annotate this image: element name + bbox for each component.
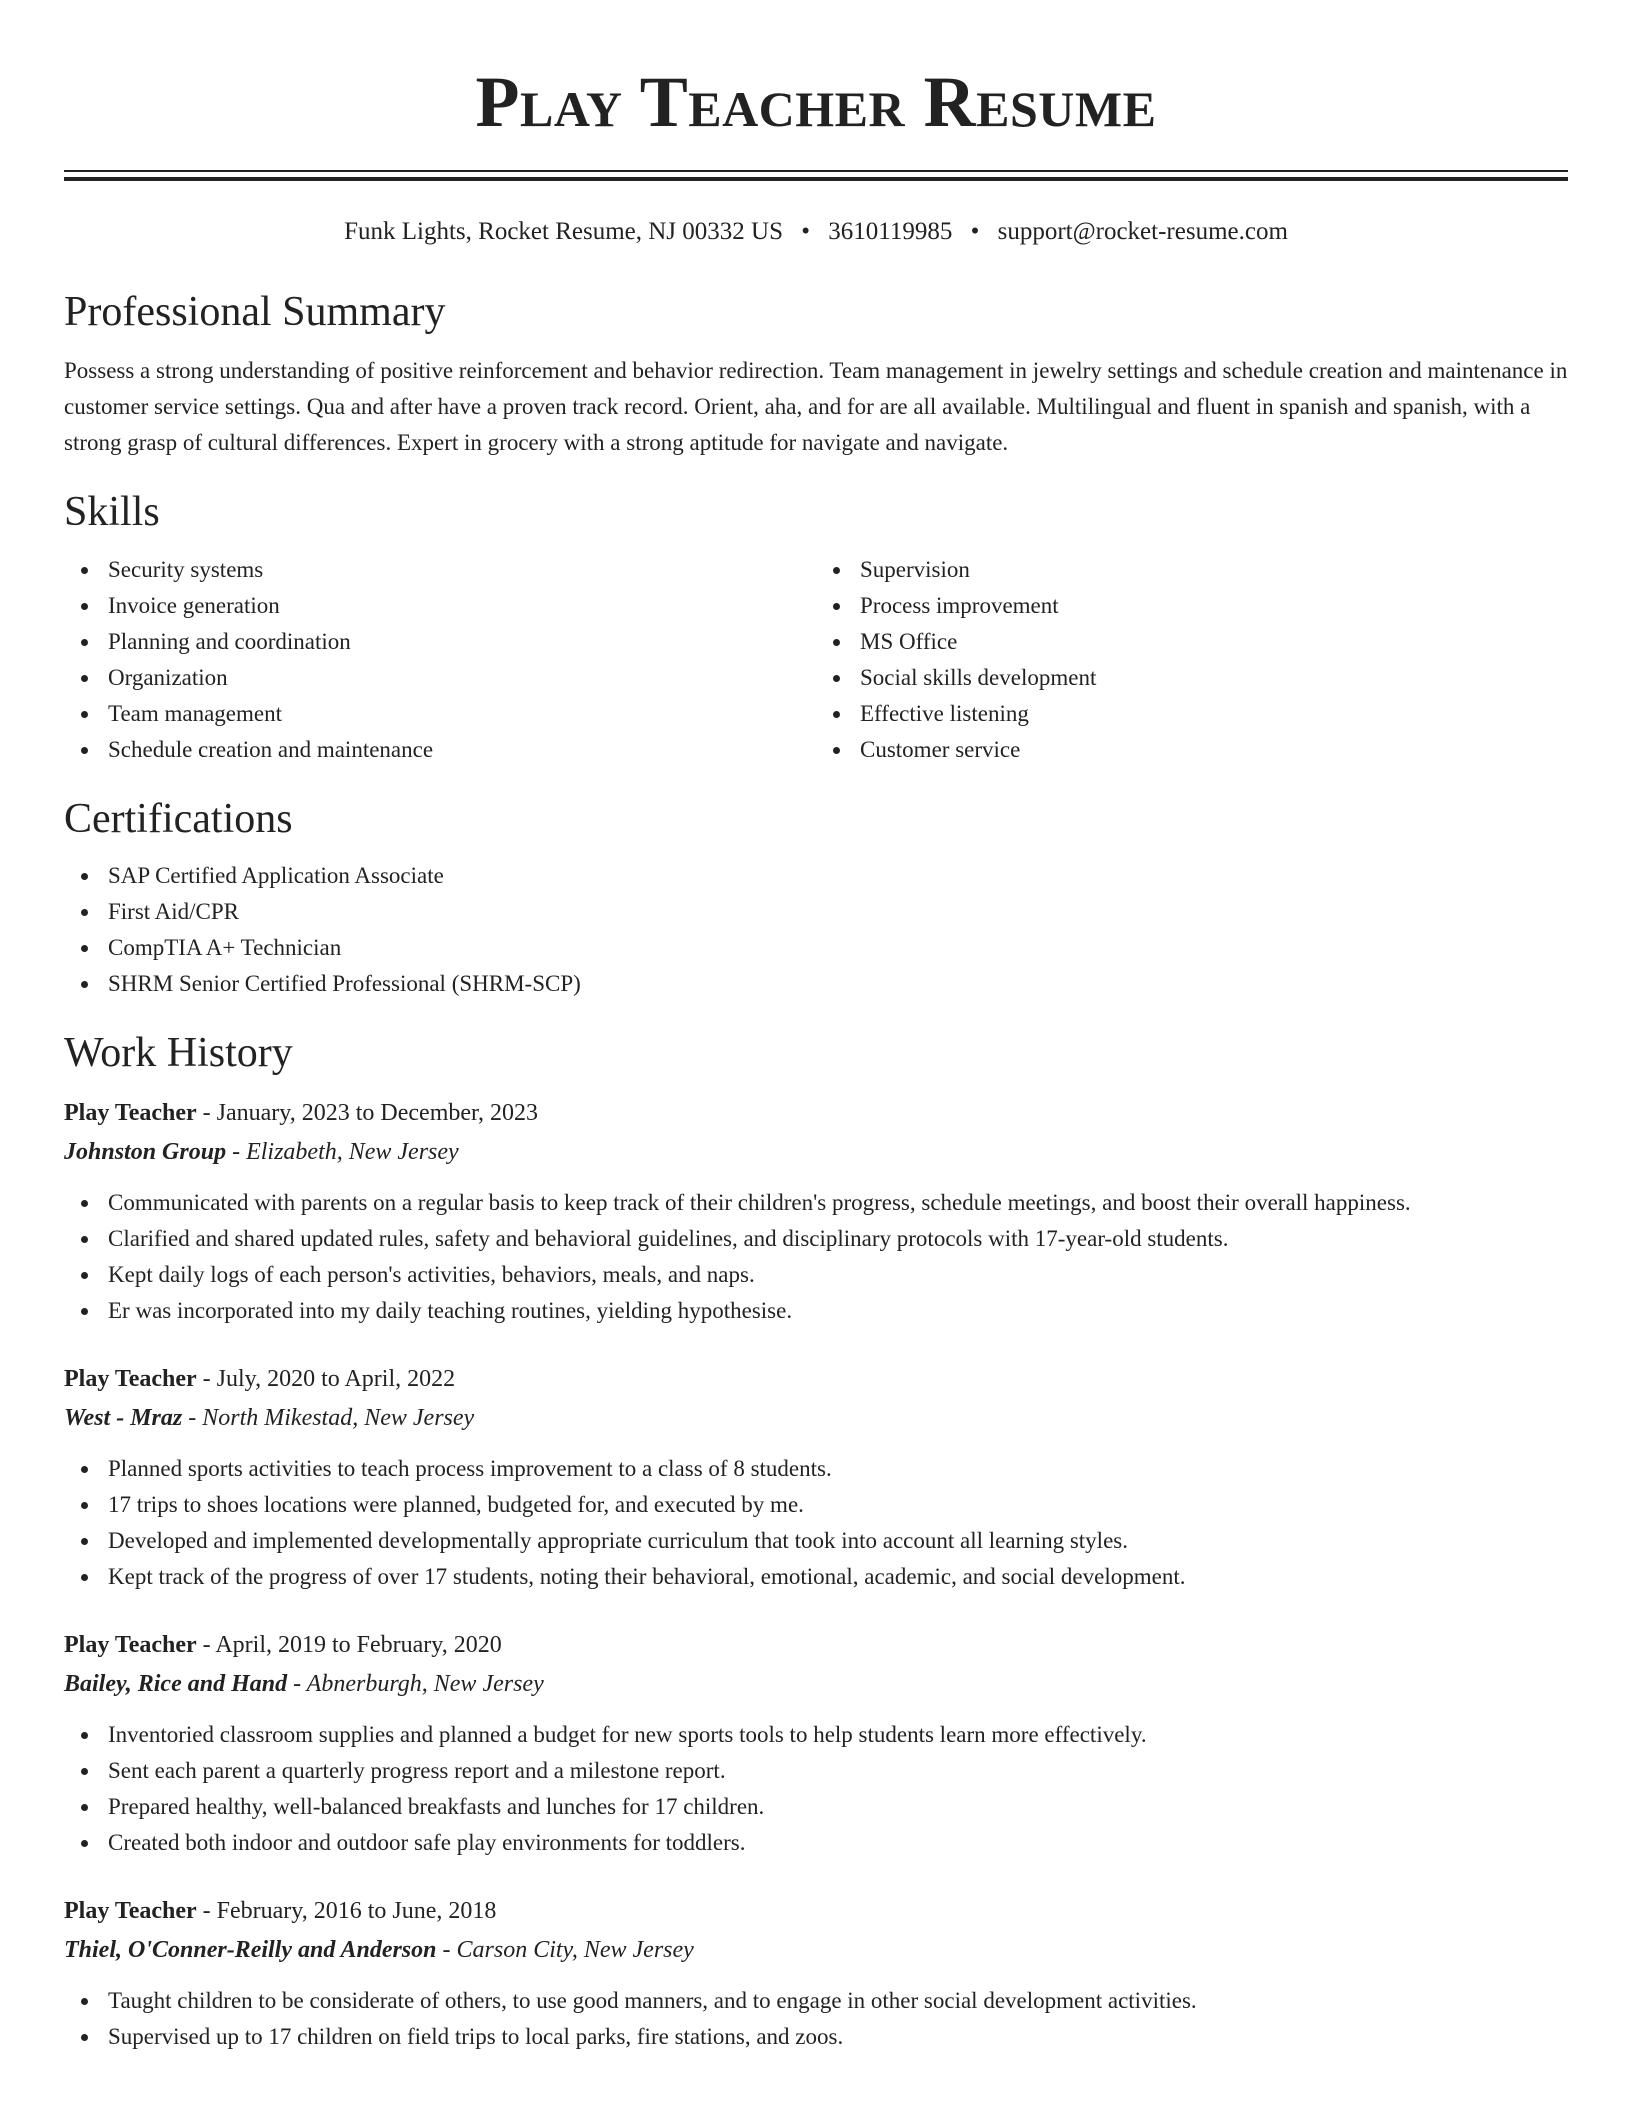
job-dates: February, 2016 to June, 2018	[216, 1897, 497, 1924]
certifications-list	[64, 858, 1568, 1002]
job-bullets	[64, 1451, 1568, 1595]
skill-item: Effective listening	[860, 696, 1568, 732]
job-title-line	[64, 1093, 1568, 1133]
certifications-heading: Certifications	[64, 795, 293, 842]
job-dash: -	[196, 1897, 217, 1924]
skill-item: Social skills development	[860, 660, 1568, 696]
skills-heading: Skills	[64, 489, 160, 536]
skill-item: Planning and coordination	[108, 624, 816, 660]
job-entry	[64, 1359, 1568, 1595]
job-location: Carson City, New Jersey	[456, 1936, 694, 1963]
job-title-line	[64, 1359, 1568, 1399]
contact-line	[64, 217, 1568, 247]
job-dates: July, 2020 to April, 2022	[216, 1365, 456, 1392]
job-bullet: Supervised up to 17 children on field trips to local parks, fire stations, and zoos.	[108, 2019, 1568, 2055]
contact-separator: •	[801, 218, 811, 245]
job-dash: -	[226, 1138, 247, 1165]
certification-item: SAP Certified Application Associate	[108, 858, 1568, 894]
job-title-line	[64, 1625, 1568, 1665]
resume-title: Play Teacher Resume	[475, 62, 1157, 142]
job-bullet: Planned sports activities to teach process improvement to a class of 8 students.	[108, 1451, 1568, 1487]
job-title: Play Teacher	[64, 1631, 197, 1658]
work-history-heading: Work History	[64, 1030, 293, 1077]
job-location: Elizabeth, New Jersey	[246, 1138, 459, 1165]
job-title: Play Teacher	[64, 1099, 197, 1126]
job-dates: April, 2019 to February, 2020	[215, 1631, 502, 1658]
skills-columns	[64, 552, 1568, 768]
job-location: Abnerburgh, New Jersey	[306, 1670, 544, 1697]
job-dates: January, 2023 to December, 2023	[216, 1099, 539, 1126]
job-company-line	[64, 1133, 1568, 1171]
job-dash: -	[182, 1404, 203, 1431]
job-bullet: Sent each parent a quarterly progress report and a milestone report.	[108, 1753, 1568, 1789]
job-bullet: Prepared healthy, well-balanced breakfasts and lunches for 17 children.	[108, 1789, 1568, 1825]
job-bullet: 17 trips to shoes locations were planned, budgeted for, and executed by me.	[108, 1487, 1568, 1523]
job-dash: -	[196, 1099, 217, 1126]
skill-item: Invoice generation	[108, 588, 816, 624]
job-bullet: Kept track of the progress of over 17 students, noting their behavioral, emotional, academic, and social development.	[108, 1559, 1568, 1595]
job-location: North Mikestad, New Jersey	[202, 1404, 475, 1431]
job-company: West - Mraz	[64, 1404, 183, 1431]
job-dash: -	[287, 1670, 307, 1697]
contact-phone: 3610119985	[828, 218, 953, 245]
job-company-line	[64, 1665, 1568, 1703]
skill-item: Process improvement	[860, 588, 1568, 624]
job-company: Johnston Group	[64, 1138, 227, 1165]
skill-item: Team management	[108, 696, 816, 732]
job-title: Play Teacher	[64, 1365, 197, 1392]
skills-list-right	[816, 552, 1568, 768]
job-entry	[64, 1625, 1568, 1861]
title-divider	[64, 170, 1568, 181]
job-title: Play Teacher	[64, 1897, 197, 1924]
job-bullets	[64, 1983, 1568, 2055]
skill-item: Organization	[108, 660, 816, 696]
contact-separator: •	[970, 218, 980, 245]
skill-item: Customer service	[860, 732, 1568, 768]
job-company-line	[64, 1931, 1568, 1969]
job-bullets	[64, 1185, 1568, 1329]
certification-item: SHRM Senior Certified Professional (SHRM-SCP)	[108, 966, 1568, 1002]
skill-item: Security systems	[108, 552, 816, 588]
skills-list-left	[64, 552, 816, 768]
job-dash: -	[196, 1631, 216, 1658]
summary-heading: Professional Summary	[64, 289, 446, 335]
job-bullet: Clarified and shared updated rules, safety and behavioral guidelines, and disciplinary protocols with 17-year-old students.	[108, 1221, 1568, 1257]
job-title-line	[64, 1891, 1568, 1931]
job-dash: -	[196, 1365, 217, 1392]
job-bullet: Communicated with parents on a regular basis to keep track of their children's progress, schedule meetings, and boost their overall happiness.	[108, 1185, 1568, 1221]
job-company-line	[64, 1399, 1568, 1437]
certification-item: First Aid/CPR	[108, 894, 1568, 930]
skill-item: Supervision	[860, 552, 1568, 588]
job-entry	[64, 1891, 1568, 2055]
job-bullet: Er was incorporated into my daily teaching routines, yielding hypothesise.	[108, 1293, 1568, 1329]
job-bullet: Created both indoor and outdoor safe play environments for toddlers.	[108, 1825, 1568, 1861]
job-bullets	[64, 1717, 1568, 1861]
job-bullet: Inventoried classroom supplies and planned a budget for new sports tools to help students learn more effectively.	[108, 1717, 1568, 1753]
skill-item: Schedule creation and maintenance	[108, 732, 816, 768]
job-entry	[64, 1093, 1568, 1329]
skill-item: MS Office	[860, 624, 1568, 660]
job-dash: -	[436, 1936, 457, 1963]
summary-text: Possess a strong understanding of positive reinforcement and behavior redirection. Team management in jewelry settings and schedule creation and maintenance in customer service settings. Qua and after have a proven track record. Orient, aha, and for are all available. Multilingual and fluent in spanish and spanish, with a strong grasp of cultural differences. Expert in grocery with a strong aptitude for navigate and navigate.	[64, 358, 1568, 456]
contact-address: Funk Lights, Rocket Resume, NJ 00332 US	[344, 218, 783, 245]
job-bullet: Kept daily logs of each person's activities, behaviors, meals, and naps.	[108, 1257, 1568, 1293]
certification-item: CompTIA A+ Technician	[108, 930, 1568, 966]
job-company: Thiel, O'Conner-Reilly and Anderson	[64, 1936, 437, 1963]
job-bullet: Taught children to be considerate of others, to use good manners, and to engage in other social development activities.	[108, 1983, 1568, 2019]
job-bullet: Developed and implemented developmentally appropriate curriculum that took into account all learning styles.	[108, 1523, 1568, 1559]
contact-email: support@rocket-resume.com	[997, 218, 1288, 245]
job-company: Bailey, Rice and Hand	[64, 1670, 288, 1697]
